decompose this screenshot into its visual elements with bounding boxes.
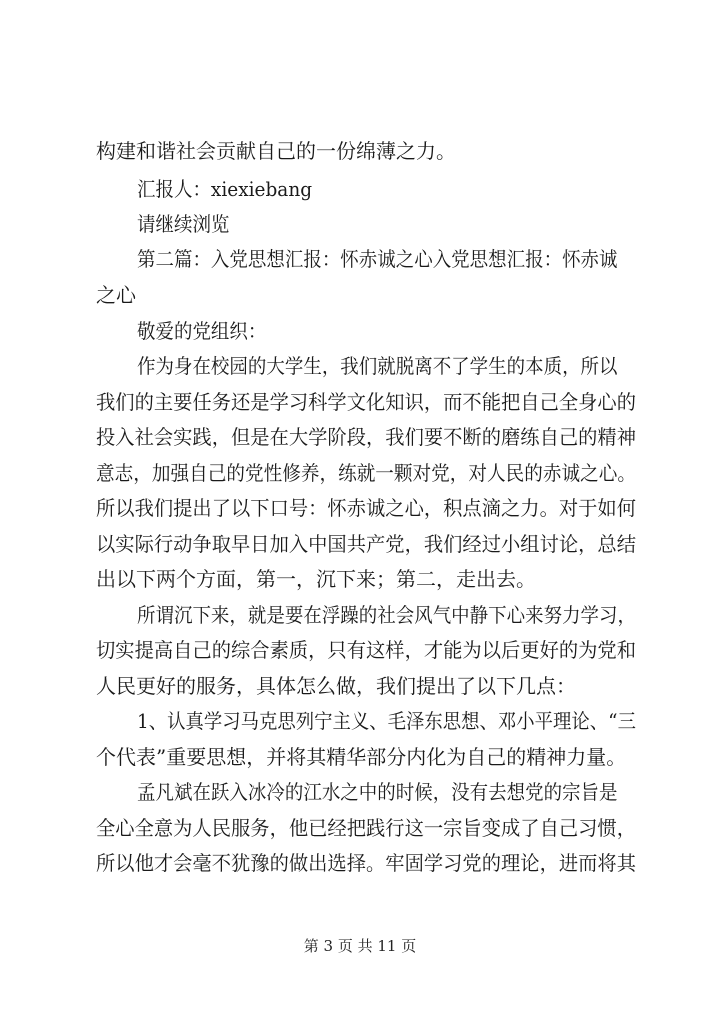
page-number-footer: 第 3 页 共 11 页 — [303, 937, 417, 955]
text-line: 人民更好的服务，具体怎么做，我们提出了以下几点： — [96, 674, 576, 698]
continue-reading-line: 请继续浏览 — [137, 212, 230, 236]
text-line: 以实际行动争取早日加入中国共产党，我们经过小组讨论，总结 — [96, 532, 636, 556]
salutation: 敬爱的党组织： — [137, 319, 267, 343]
text-line: 个代表”重要思想，并将其精华部分内化为自己的精神力量。 — [96, 745, 627, 769]
text-line: 构建和谐社会贡献自己的一份绵薄之力。 — [96, 139, 456, 163]
reporter-line: 汇报人：xiexiebang — [137, 177, 313, 201]
text-line: 出以下两个方面，第一，沉下来；第二，走出去。 — [96, 567, 536, 591]
section-title-continued: 之心 — [96, 283, 136, 307]
text-line: 1、认真学习马克思列宁主义、毛泽东思想、邓小平理论、“三 — [137, 709, 636, 733]
text-line: 所以我们提出了以下口号：怀赤诚之心，积点滴之力。对于如何 — [96, 496, 636, 520]
text-line: 所谓沉下来，就是要在浮躁的社会风气中静下心来努力学习， — [137, 603, 636, 627]
section-title: 第二篇：入党思想汇报：怀赤诚之心入党思想汇报：怀赤诚 — [137, 247, 618, 271]
text-line: 切实提高自己的综合素质，只有这样，才能为以后更好的为党和 — [96, 638, 636, 662]
text-line: 我们的主要任务还是学习科学文化知识，而不能把自己全身心的 — [96, 390, 636, 414]
text-line: 孟凡斌在跃入冰冷的江水之中的时候，没有去想党的宗旨是 — [137, 780, 618, 804]
text-line: 投入社会实践，但是在大学阶段，我们要不断的磨练自己的精神 — [96, 425, 636, 449]
text-line: 意志，加强自己的党性修养，练就一颗对党，对人民的赤诚之心。 — [96, 461, 636, 485]
text-line: 作为身在校园的大学生，我们就脱离不了学生的本质，所以 — [137, 354, 618, 378]
text-line: 所以他才会毫不犹豫的做出选择。牢固学习党的理论，进而将其 — [96, 851, 636, 875]
text-line: 全心全意为人民服务，他已经把践行这一宗旨变成了自己习惯， — [96, 816, 636, 840]
